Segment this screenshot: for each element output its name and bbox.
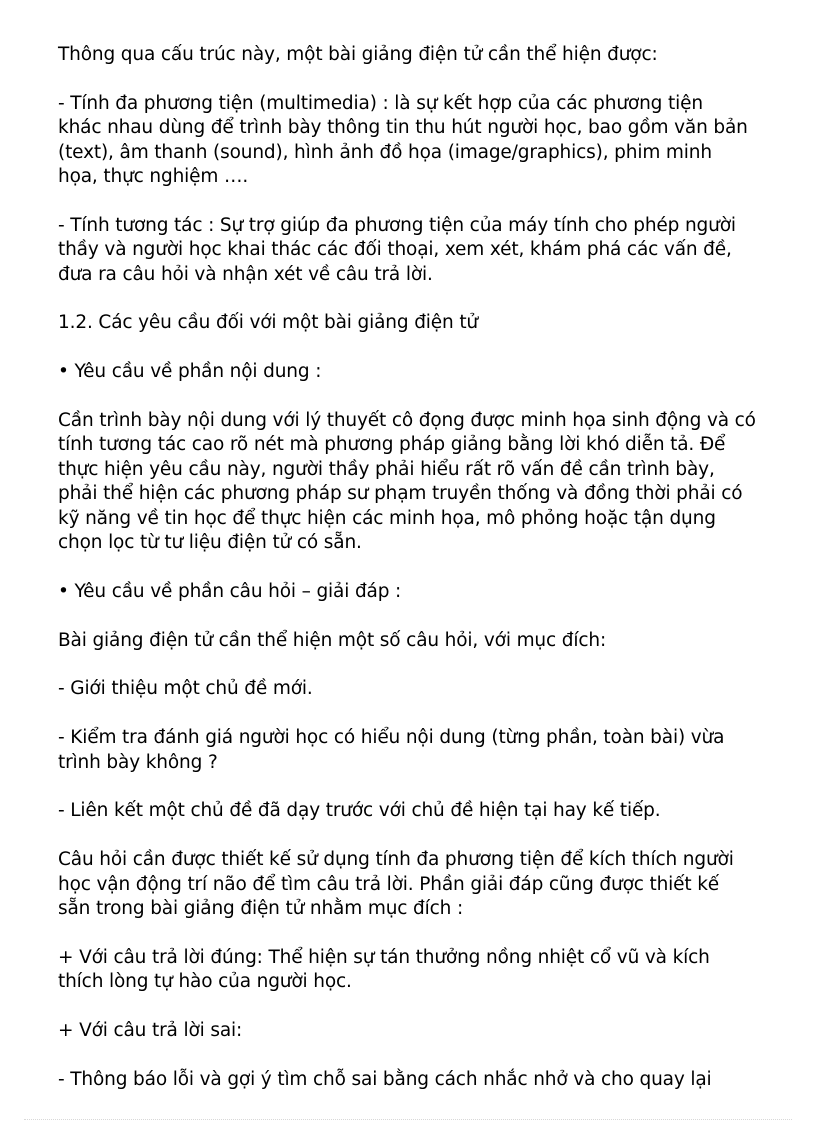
text-line: học vận động trí não để tìm câu trả lời. Phần giải đáp cũng được thiết kế bbox=[58, 873, 720, 895]
text-line: (text), âm thanh (sound), hình ảnh đồ họa (image/graphics), phim minh bbox=[58, 141, 712, 163]
text-line: + Với câu trả lời đúng: Thể hiện sự tán thưởng nồng nhiệt cổ vũ và kích bbox=[58, 946, 710, 968]
text-line: Bài giảng điện tử cần thể hiện một số câu hỏi, với mục đích: bbox=[58, 629, 607, 651]
paragraph bbox=[58, 311, 788, 335]
text-line: tính tương tác cao rõ nét mà phương pháp giảng bằng lời khó diễn tả. Để bbox=[58, 434, 726, 456]
text-line: khác nhau dùng để trình bày thông tin thu hút người học, bao gồm văn bản bbox=[58, 117, 748, 139]
paragraph bbox=[58, 677, 788, 701]
text-line: thích lòng tự hào của người học. bbox=[58, 971, 352, 993]
text-line: Cần trình bày nội dung với lý thuyết cô đọng được minh họa sinh động và có bbox=[58, 410, 756, 432]
text-line: thầy và người học khai thác các đối thoại, xem xét, khám phá các vấn đề, bbox=[58, 239, 732, 261]
paragraph bbox=[58, 43, 788, 67]
text-line: - Tính đa phương tiện (multimedia) : là sự kết hợp của các phương tiện bbox=[58, 92, 703, 114]
paragraph bbox=[58, 360, 788, 384]
paragraph bbox=[58, 848, 788, 921]
paragraph bbox=[58, 580, 788, 604]
paragraph bbox=[58, 92, 788, 190]
text-line: họa, thực nghiệm …. bbox=[58, 166, 249, 188]
text-line: - Liên kết một chủ đề đã dạy trước với chủ đề hiện tại hay kế tiếp. bbox=[58, 800, 661, 822]
paragraph bbox=[58, 409, 788, 555]
paragraph bbox=[58, 629, 788, 653]
text-line: Câu hỏi cần được thiết kế sử dụng tính đa phương tiện để kích thích người bbox=[58, 849, 734, 871]
text-line: phải thể hiện các phương pháp sư phạm truyền thống và đồng thời phải có bbox=[58, 483, 743, 505]
text-line: - Thông báo lỗi và gợi ý tìm chỗ sai bằng cách nhắc nhở và cho quay lại bbox=[58, 1068, 712, 1090]
text-line: • Yêu cầu về phần nội dung : bbox=[58, 361, 322, 383]
paragraph bbox=[58, 1019, 788, 1043]
text-line: kỹ năng về tin học để thực hiện các minh họa, mô phỏng hoặc tận dụng bbox=[58, 507, 716, 529]
text-line: 1.2. Các yêu cầu đối với một bài giảng điện tử bbox=[58, 312, 479, 334]
paragraph bbox=[58, 726, 788, 775]
text-line: + Với câu trả lời sai: bbox=[58, 1020, 243, 1042]
paragraph bbox=[58, 1068, 788, 1092]
paragraph bbox=[58, 946, 788, 995]
paragraph bbox=[58, 799, 788, 823]
text-line: - Tính tương tác : Sự trợ giúp đa phương tiện của máy tính cho phép người bbox=[58, 214, 736, 236]
text-line: Thông qua cấu trúc này, một bài giảng điện tử cần thể hiện được: bbox=[58, 44, 658, 65]
page-bottom-divider bbox=[24, 1119, 792, 1120]
text-line: - Kiểm tra đánh giá người học có hiểu nội dung (từng phần, toàn bài) vừa bbox=[58, 727, 725, 749]
text-line: - Giới thiệu một chủ đề mới. bbox=[58, 678, 313, 700]
text-line: đưa ra câu hỏi và nhận xét về câu trả lời. bbox=[58, 263, 433, 285]
document-body bbox=[58, 43, 788, 1117]
text-line: chọn lọc từ tư liệu điện tử có sẵn. bbox=[58, 532, 362, 554]
text-line: trình bày không ? bbox=[58, 751, 218, 773]
text-line: • Yêu cầu về phần câu hỏi – giải đáp : bbox=[58, 580, 402, 602]
paragraph bbox=[58, 214, 788, 287]
text-line: sẵn trong bài giảng điện tử nhằm mục đích : bbox=[58, 898, 464, 920]
text-line: thực hiện yêu cầu này, người thầy phải hiểu rất rõ vấn đề cần trình bày, bbox=[58, 458, 715, 480]
